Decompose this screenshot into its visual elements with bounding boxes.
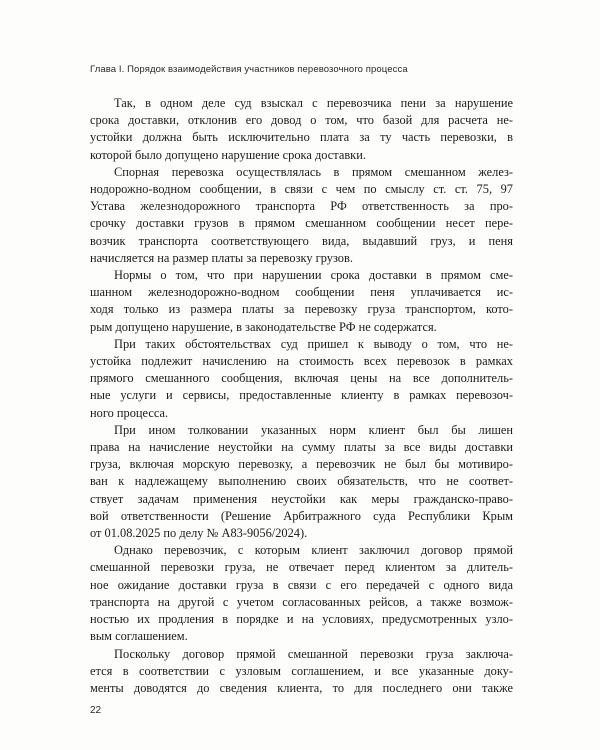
text-line: смешанной перевозки груза, не отвечает перед клиентом за длитель- [90,560,513,575]
text-line: Однако перевозчик, с которым клиент заключил договор прямой [114,543,513,558]
text-line: Поскольку договор прямой смешанной перевозки груза заключа- [114,646,513,661]
text-line: груза, включая морскую перевозку, а перевозчик не был бы мотивиро- [90,457,513,472]
text-line: ного процесса. [90,405,169,420]
text-line: ван к надлежащему выполнению своих обязательств, что не соответ- [90,474,513,489]
paragraph [90,646,513,698]
paragraph [90,95,513,164]
text-line: срока доставки, отклонив его довод о том, что базой для расчета не- [90,113,513,128]
text-line: нодорожно-водном сообщении, в связи с чем по смыслу ст. ст. 75, 97 [90,182,513,197]
text-line: от 01.08.2025 по делу № А83-9056/2024). [90,526,308,541]
text-line: При таких обстоятельствах суд пришел к выводу о том, что не- [114,336,513,351]
text-line: транспорта на другой с учетом согласованных рейсов, а также возмож- [90,594,513,609]
body-text [90,95,513,697]
paragraph [90,267,513,336]
paragraph [90,422,513,542]
paragraph [90,336,513,422]
text-line: которой было допущено нарушение срока доставки. [90,147,366,162]
text-line: рым допущено нарушение, в законодательстве РФ не содержатся. [90,319,437,334]
text-line: устойки должна быть исключительно плата за ту часть перевозки, в [90,130,513,145]
page-number: 22 [90,705,102,716]
text-line: ностью их продления в порядке и на условиях, предусмотренных узло- [90,612,513,627]
text-line: Спорная перевозка осуществлялась в прямом смешанном желез- [114,164,513,179]
text-line: ходя только из размера платы за перевозку груза транспортом, кото- [90,302,513,317]
text-line: начисляется на размер платы за перевозку грузов. [90,250,353,265]
text-line: ное ожидание доставки груза в связи с его передачей с одного вида [90,577,513,592]
text-line: ется в соответствии с узловым соглашением, и все указанные доку- [90,663,513,678]
text-line: права на начисление неустойки на сумму платы за все виды доставки [90,440,513,455]
text-line: ные услуги и сервисы, предоставленные клиенту в рамках перевозоч- [90,388,513,403]
text-line: возчик транспорта соответствующего вида, выдавший груз, и пеня [90,233,513,248]
text-line: Устава железнодорожного транспорта РФ ответственность за про- [90,199,513,214]
text-line: ствует задачам применения неустойки как меры гражданско-право- [90,491,513,506]
text-line: прямого смешанного сообщения, включая цены на все дополнитель- [90,371,513,386]
text-line: шанном железнодорожно-водном сообщении пеня уплачивается ис- [90,285,513,300]
paragraph [90,164,513,267]
text-line: менты доводятся до сведения клиента, то для последнего они также [90,680,513,695]
text-line: устойка подлежит начислению на стоимость всех перевозок в рамках [90,354,513,369]
paragraph [90,542,513,645]
text-line: Нормы о том, что при нарушении срока доставки в прямом сме- [114,268,513,283]
text-line: При ином толковании указанных норм клиент был бы лишен [114,422,513,437]
running-head: Глава I. Порядок взаимодействия участников перевозочного процесса [90,64,408,75]
text-line: вой ответственности (Решение Арбитражного суда Республики Крым [90,508,513,523]
text-line: Так, в одном деле суд взыскал с перевозчика пени за нарушение [114,96,513,110]
text-line: срочку доставки грузов в прямом смешанном сообщении несет пере- [90,216,513,231]
text-line: вым соглашением. [90,629,188,644]
